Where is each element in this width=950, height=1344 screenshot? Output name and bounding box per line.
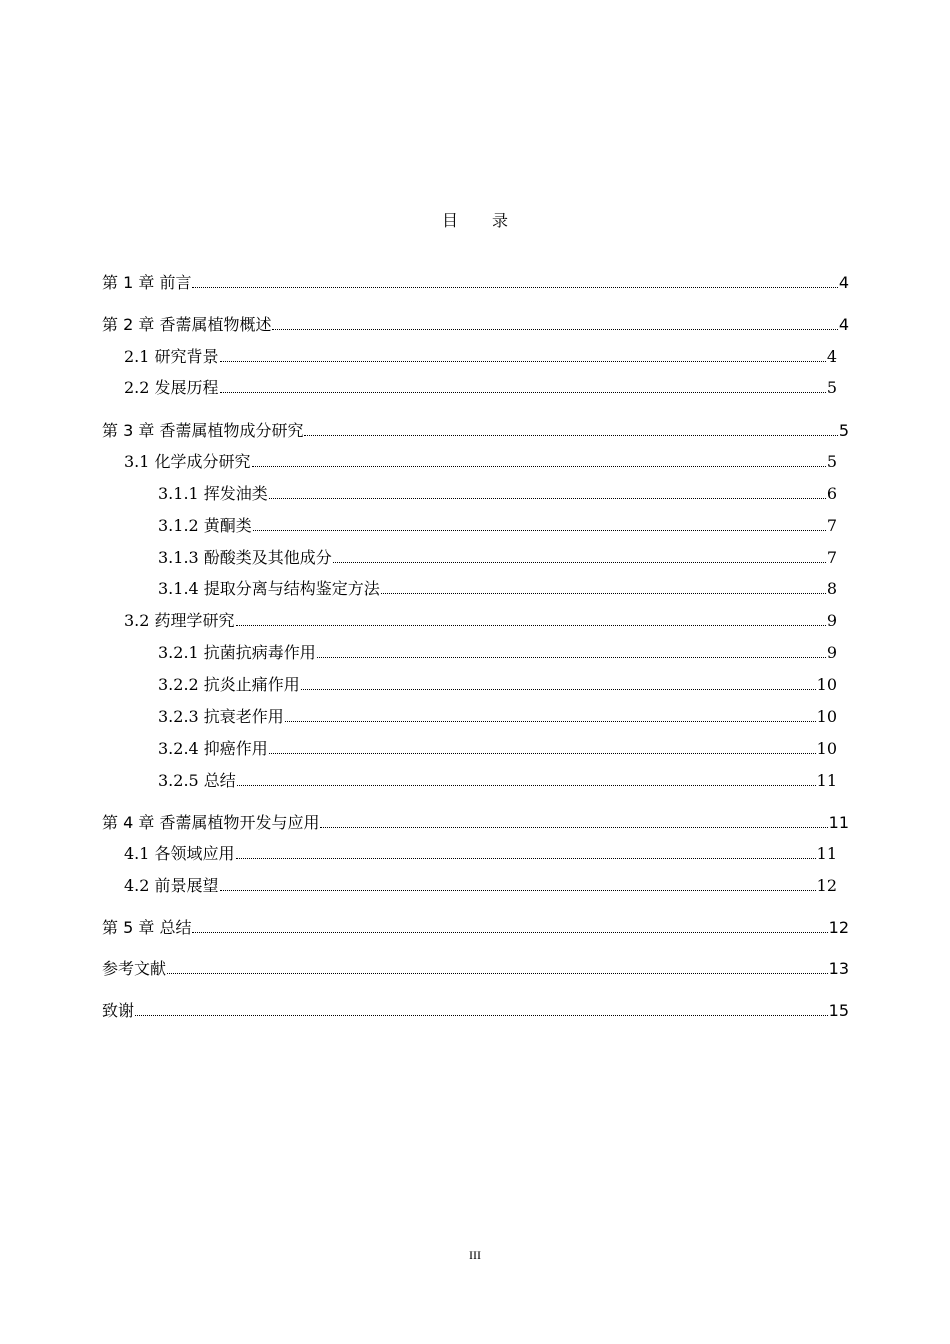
toc-leader-dots [220, 890, 816, 891]
toc-entry[interactable] [124, 610, 837, 632]
toc-entry-label: 3.2.2 抗炎止痛作用 [158, 675, 300, 694]
toc-entry-label: 2.1 研究背景 [124, 347, 219, 366]
toc-entry-label: 第 5 章 总结 [102, 918, 192, 937]
toc-entry-page: 9 [826, 611, 837, 630]
toc-entry[interactable] [158, 483, 837, 505]
toc-entry[interactable] [102, 1000, 849, 1022]
toc-entry-label: 3.1.3 酚酸类及其他成分 [158, 548, 332, 567]
toc-entry[interactable] [102, 272, 849, 294]
toc-entry-label: 3.2.5 总结 [158, 771, 236, 790]
toc-entry-page: 12 [816, 876, 837, 895]
toc-entry-label: 第 3 章 香薷属植物成分研究 [102, 421, 304, 440]
toc-leader-dots [253, 530, 826, 531]
toc-entry-label: 3.2.3 抗衰老作用 [158, 707, 284, 726]
toc-entry[interactable] [124, 451, 837, 473]
toc-entry-page: 13 [828, 959, 849, 978]
page-title [0, 208, 950, 231]
toc-entry-page: 5 [826, 452, 837, 471]
toc-leader-dots [381, 593, 826, 594]
toc-leader-dots [236, 858, 816, 859]
toc-entry[interactable] [102, 812, 849, 834]
toc-entry-page: 11 [828, 813, 849, 832]
toc-entry-page: 9 [826, 643, 837, 662]
toc-entry-page: 10 [816, 739, 837, 758]
toc-leader-dots [304, 435, 837, 436]
toc-entry-page: 6 [826, 484, 837, 503]
toc-leader-dots [317, 657, 826, 658]
toc-entry-label: 3.2 药理学研究 [124, 611, 235, 630]
toc-entry[interactable] [124, 346, 837, 368]
toc-entry-label: 第 1 章 前言 [102, 273, 192, 292]
toc-entry[interactable] [158, 706, 837, 728]
toc-leader-dots [252, 466, 826, 467]
toc-leader-dots [135, 1015, 828, 1016]
toc-entry-page: 5 [826, 378, 837, 397]
toc-entry-page: 11 [816, 844, 837, 863]
toc-entry-label: 3.1 化学成分研究 [124, 452, 251, 471]
toc-entry-page: 10 [816, 707, 837, 726]
toc-entry[interactable] [124, 875, 837, 897]
toc-entry[interactable] [102, 958, 849, 980]
toc-entry-label: 2.2 发展历程 [124, 378, 219, 397]
toc-entry-page: 4 [826, 347, 837, 366]
toc-entry-label: 参考文献 [102, 959, 167, 978]
toc-leader-dots [301, 689, 816, 690]
toc-leader-dots [285, 721, 816, 722]
toc-leader-dots [167, 973, 828, 974]
toc-entry-label: 4.2 前景展望 [124, 876, 219, 895]
toc-leader-dots [269, 753, 816, 754]
toc-leader-dots [320, 827, 827, 828]
toc-leader-dots [236, 625, 826, 626]
toc-leader-dots [192, 287, 837, 288]
toc-entry-page: 4 [838, 315, 849, 334]
page-title-char-1: 目 [441, 211, 458, 230]
toc-entry-label: 第 4 章 香薷属植物开发与应用 [102, 813, 320, 832]
toc-entry[interactable] [158, 578, 837, 600]
toc-entry-page: 8 [826, 579, 837, 598]
toc-entry-page: 5 [838, 421, 849, 440]
toc-entry-label: 3.2.4 抑癌作用 [158, 739, 268, 758]
toc-leader-dots [220, 361, 826, 362]
toc-leader-dots [272, 329, 837, 330]
toc-entry[interactable] [158, 738, 837, 760]
toc-entry[interactable] [158, 515, 837, 537]
toc-entry[interactable] [158, 674, 837, 696]
toc-entry[interactable] [158, 547, 837, 569]
toc-entry-page: 7 [826, 548, 837, 567]
toc-entry[interactable] [158, 770, 837, 792]
toc-leader-dots [333, 562, 826, 563]
toc-entry[interactable] [158, 642, 837, 664]
toc-leader-dots [237, 785, 816, 786]
toc-entry-page: 4 [838, 273, 849, 292]
toc-entry[interactable] [102, 314, 849, 336]
page-number: III [469, 1248, 481, 1262]
toc-entry-label: 3.1.4 提取分离与结构鉴定方法 [158, 579, 380, 598]
toc-entry-label: 第 2 章 香薷属植物概述 [102, 315, 272, 334]
toc-leader-dots [269, 498, 826, 499]
toc-entry-label: 致谢 [102, 1001, 135, 1020]
toc-entry-page: 12 [828, 918, 849, 937]
toc-entry-label: 3.1.2 黄酮类 [158, 516, 252, 535]
toc-entry[interactable] [124, 377, 837, 399]
toc-entry-label: 3.1.1 挥发油类 [158, 484, 268, 503]
toc-leader-dots [220, 392, 826, 393]
toc-entry-page: 15 [828, 1001, 849, 1020]
toc-entry-page: 11 [816, 771, 837, 790]
toc-entry-page: 7 [826, 516, 837, 535]
toc-entry[interactable] [102, 420, 849, 442]
toc-entry-label: 4.1 各领域应用 [124, 844, 235, 863]
toc-leader-dots [192, 932, 827, 933]
toc-entry[interactable] [124, 843, 837, 865]
toc-entry-page: 10 [816, 675, 837, 694]
page-title-char-2: 录 [492, 211, 509, 230]
toc-entry[interactable] [102, 917, 849, 939]
toc-entry-label: 3.2.1 抗菌抗病毒作用 [158, 643, 316, 662]
